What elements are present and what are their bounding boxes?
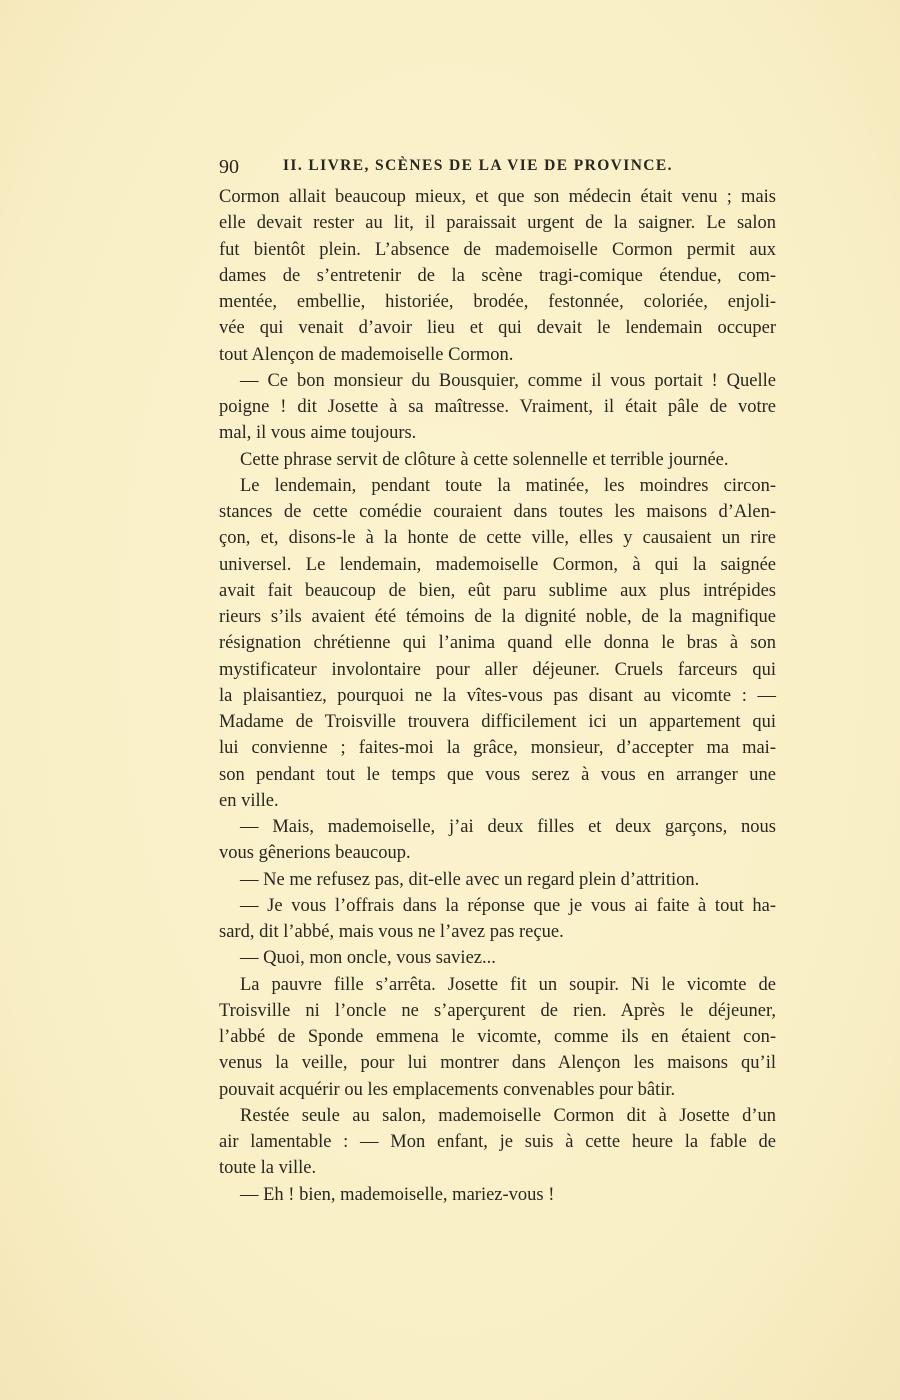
text-line: çon, et, disons-le à la honte de cette ville, elles y causaient un rire — [219, 528, 776, 549]
paragraph — [219, 945, 776, 971]
text-line: venus la veille, pour lui montrer dans Alençon les maisons qu’il — [219, 1053, 776, 1074]
text-line: elle devait rester au lit, il paraissait urgent de la saigner. Le salon — [219, 213, 776, 234]
text-line: sard, dit l’abbé, mais vous ne l’avez pas reçue. — [219, 922, 564, 942]
text-line: universel. Le lendemain, mademoiselle Cormon, à qui la saignée — [219, 554, 776, 575]
text-line: mal, il vous aime toujours. — [219, 423, 417, 444]
paragraph — [219, 814, 776, 867]
text-line: son pendant tout le temps que vous serez à vous en arranger une — [219, 764, 776, 785]
text-line: — Ne me refusez pas, dit-elle avec un regard plein d’attrition. — [240, 869, 700, 890]
text-line: avait fait beaucoup de bien, eût paru sublime aux plus intrépides — [219, 580, 776, 601]
text-line: Le lendemain, pendant toute la matinée, les moindres circon- — [240, 475, 776, 496]
text-line: pouvait acquérir ou les emplacements convenables pour bâtir. — [219, 1079, 676, 1100]
paragraph — [219, 184, 776, 368]
running-title: II. LIVRE, SCÈNES DE LA VIE DE PROVINCE. — [283, 157, 673, 174]
text-line: la plaisantiez, pourquoi ne la vîtes-vous pas disant au vicomte : — — [219, 685, 776, 706]
body-text — [219, 184, 776, 1208]
text-line: fut bientôt plein. L’absence de mademoiselle Cormon permit aux — [219, 239, 776, 260]
paragraph — [219, 972, 776, 1103]
paragraph — [219, 1103, 776, 1182]
text-line: Restée seule au salon, mademoiselle Cormon dit à Josette d’un — [240, 1105, 776, 1126]
paragraph — [219, 867, 776, 893]
text-line: Troisville ni l’oncle ne s’aperçurent de rien. Après le déjeuner, — [219, 1000, 776, 1021]
text-line: La pauvre fille s’arrêta. Josette fit un soupir. Ni le vicomte de — [240, 974, 776, 995]
text-line: résignation chrétienne qui l’anima quand elle donna le bras à son — [219, 633, 776, 654]
paragraph — [219, 368, 776, 447]
text-line: — Eh ! bien, mademoiselle, mariez-vous ! — [240, 1184, 555, 1205]
text-line: tout Alençon de mademoiselle Cormon. — [219, 344, 514, 365]
text-line: vous gênerions beaucoup. — [219, 843, 411, 864]
text-line: dames de s’entretenir de la scène tragi-comique étendue, com- — [219, 265, 776, 286]
running-header — [219, 156, 777, 182]
text-line: Cormon allait beaucoup mieux, et que son médecin était venu ; mais — [219, 187, 776, 207]
text-line: vée qui venait d’avoir lieu et qui devait le lendemain occuper — [219, 318, 776, 339]
text-line: poigne ! dit Josette à sa maîtresse. Vraiment, il était pâle de votre — [219, 397, 776, 417]
text-line: air lamentable : — Mon enfant, je suis à cette heure la fable de — [219, 1132, 776, 1152]
text-line: mystificateur involontaire pour aller déjeuner. Cruels farceurs qui — [219, 659, 776, 680]
text-line: — Je vous l’offrais dans la réponse que je vous ai faite à tout ha- — [240, 895, 776, 916]
text-line: stances de cette comédie couraient dans toutes les maisons d’Alen- — [219, 502, 776, 522]
paragraph — [219, 473, 776, 814]
text-line: toute la ville. — [219, 1158, 317, 1179]
text-line: lui convienne ; faites-moi la grâce, monsieur, d’accepter ma mai- — [219, 738, 776, 759]
text-line: — Mais, mademoiselle, j’ai deux filles et deux garçons, nous — [240, 817, 776, 837]
text-line: Madame de Troisville trouvera difficilement ici un appartement qui — [219, 712, 776, 732]
paragraph — [219, 1182, 776, 1208]
text-line: — Ce bon monsieur du Bousquier, comme il vous portait ! Quelle — [240, 370, 776, 391]
text-line: en ville. — [219, 790, 279, 811]
page-number: 90 — [219, 156, 239, 178]
text-line: Cette phrase servit de clôture à cette solennelle et terrible journée. — [240, 449, 729, 470]
text-line: l’abbé de Sponde emmena le vicomte, comme ils en étaient con- — [219, 1027, 776, 1047]
paragraph — [219, 447, 776, 473]
paragraph — [219, 893, 776, 946]
text-line: mentée, embellie, historiée, brodée, festonnée, coloriée, enjoli- — [219, 292, 776, 312]
text-line: rieurs s’ils avaient été témoins de la dignité noble, de la magnifique — [219, 607, 776, 627]
text-line: — Quoi, mon oncle, vous saviez... — [240, 948, 496, 969]
